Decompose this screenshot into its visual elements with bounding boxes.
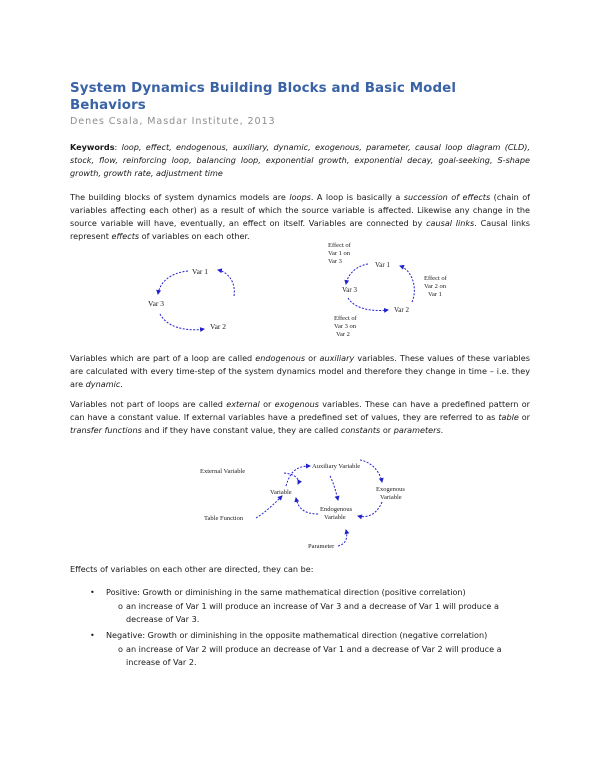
label-external-variable: External Variable <box>200 468 246 475</box>
sub-bullet: o <box>118 644 123 654</box>
text-run: and if they have constant value, they are called <box>141 425 341 435</box>
italic-run: causal links <box>426 218 475 228</box>
arrow-var1-to-var3 <box>158 271 188 294</box>
italic-run: auxiliary <box>319 353 355 363</box>
arrow-var2-to-var1 <box>218 270 234 296</box>
loop-diagram-effects-svg <box>320 238 460 348</box>
positive-text: Positive: Growth or diminishing in the same mathematical direction (positive correlation) <box>106 587 466 597</box>
label-effect-1-on-3-line2: Var 1 on <box>328 250 351 257</box>
text-run: . A loop is basically a <box>310 192 404 202</box>
arrow-exogenous-to-endogenous <box>358 502 382 517</box>
positive-sub-text: an increase of Var 1 will produce an increase of Var 3 and a decrease of Var 1 will produce a decrease of Var 3. <box>126 601 499 624</box>
italic-run: external <box>226 399 260 409</box>
node-var1: Var 1 <box>192 267 209 276</box>
italic-run: loops <box>289 192 311 202</box>
label-exogenous-line1: Exogenous <box>376 486 405 493</box>
label-effect-2-on-1-line3: Var 1 <box>428 291 442 298</box>
arrow-var2-to-var1 <box>400 266 414 302</box>
bullet-dot: • <box>90 587 95 597</box>
arrow-auxiliary-to-endogenous <box>330 476 338 500</box>
keywords-label: Keywords <box>70 142 115 152</box>
text-run: variables. These values of these variables are calculated with every time-step of the system dynamics model and therefore they change in time – i.e. they are <box>70 353 530 389</box>
paragraph-directed-effects: Effects of variables on each other are directed, they can be: <box>70 564 314 574</box>
negative-text: Negative: Growth or diminishing in the opposite mathematical direction (negative correlation) <box>106 630 488 640</box>
italic-run: transfer functions <box>70 425 142 435</box>
text-run: of variables on each other. <box>139 231 250 241</box>
keywords-terms: loop, effect, endogenous, auxiliary, dynamic, exogenous, parameter, causal loop diagram (CLD), stock, flow, reinforcing loop, balancing loop, exponential growth, exponential decay, goal-seeking, S-shape growth, growth rate, adjustment time <box>70 142 530 178</box>
loop-diagram-simple-svg <box>140 262 250 342</box>
list-subitem-positive <box>118 600 531 626</box>
text-run: . Causal links represent <box>70 218 530 241</box>
text-run: (chain of variables affecting each other) as a result of which the source variable is affected. Likewise any change in the source variable will have, eventually, an effect on itself. Variables are connected by <box>70 192 531 228</box>
text-run: or <box>518 412 530 422</box>
label-effect-2-on-1-line1: Effect of <box>424 275 447 282</box>
italic-run: parameters <box>393 425 441 435</box>
italic-run: constants <box>340 425 381 435</box>
text-run: Variables which are part of a loop are called <box>70 353 256 363</box>
italic-run: exogenous <box>274 399 319 409</box>
label-parameter: Parameter <box>308 543 335 550</box>
label-effect-3-on-2-line3: Var 2 <box>336 331 350 338</box>
label-effect-3-on-2-line1: Effect of <box>334 315 357 322</box>
bullet-dot: • <box>90 630 95 640</box>
paragraph-exogenous <box>70 398 530 437</box>
variable-types-diagram-svg <box>200 456 440 556</box>
arrow-var1-to-var3 <box>346 264 368 284</box>
text-run: . <box>120 379 123 389</box>
sub-bullet: o <box>118 601 123 611</box>
arrow-var3-to-var2 <box>348 298 388 311</box>
label-variable: Variable <box>270 489 292 496</box>
node-var3: Var 3 <box>148 299 165 308</box>
label-effect-1-on-3-line1: Effect of <box>328 242 351 249</box>
italic-run: table <box>498 412 519 422</box>
text-run: Variables not part of loops are called <box>70 399 227 409</box>
arrow-var3-to-var2 <box>160 314 204 330</box>
arrow-parameter-to-endogenous <box>338 530 347 546</box>
text-run: variables. These can have a predefined pattern or can have a constant value. If external variables have a predefined set of values, they are referred to as <box>70 399 530 422</box>
text-run: or <box>305 353 320 363</box>
document-page <box>70 80 530 243</box>
label-auxiliary-variable: Auxiliary Variable <box>312 463 361 470</box>
label-effect-1-on-3-line3: Var 3 <box>328 258 342 265</box>
arrow-auxiliary-loop <box>360 460 382 482</box>
keywords-paragraph <box>70 141 530 180</box>
variable-types-diagram <box>200 456 440 560</box>
page-title: System Dynamics Building Blocks and Basic Model Behaviors <box>70 81 457 113</box>
negative-sub-text: an increase of Var 2 will produce an decrease of Var 1 and a decrease of Var 2 will produce a increase of Var 2. <box>126 644 502 667</box>
arrow-endogenous-to-variable <box>296 498 318 514</box>
label-table-function: Table Function <box>204 515 244 522</box>
author-line: Denes Csala, Masdar Institute, 2013 <box>70 116 276 127</box>
effects-list <box>70 586 530 676</box>
loop-diagram-simple <box>140 262 250 346</box>
keywords-colon: : <box>114 142 118 152</box>
label-effect-2-on-1-line2: Var 2 on <box>424 283 447 290</box>
italic-run: endogenous <box>255 353 306 363</box>
label-exogenous-line2: Variable <box>380 494 402 501</box>
node-var1: Var 1 <box>375 261 390 269</box>
label-endogenous-line2: Variable <box>324 514 346 521</box>
document-page-bottom <box>70 563 530 576</box>
text-run: The building blocks of system dynamics models are <box>70 192 290 202</box>
list-subitem-negative <box>118 643 531 669</box>
italic-run: dynamic <box>85 379 121 389</box>
italic-run: effects <box>111 231 140 241</box>
node-var3: Var 3 <box>342 286 357 294</box>
text-run: or <box>380 425 394 435</box>
loop-diagram-effects <box>320 238 460 352</box>
node-var2: Var 2 <box>210 322 227 331</box>
node-var2: Var 2 <box>394 306 409 314</box>
label-effect-3-on-2-line2: Var 3 on <box>334 323 357 330</box>
text-run: . <box>440 425 444 435</box>
paragraph-endogenous <box>70 352 530 391</box>
text-run: or <box>259 399 275 409</box>
paragraph-loops <box>70 191 530 243</box>
italic-run: succession of effects <box>403 192 491 202</box>
arrow-table-to-variable <box>256 496 282 518</box>
label-endogenous-line1: Endogenous <box>320 506 353 513</box>
document-page-continued <box>70 352 530 437</box>
